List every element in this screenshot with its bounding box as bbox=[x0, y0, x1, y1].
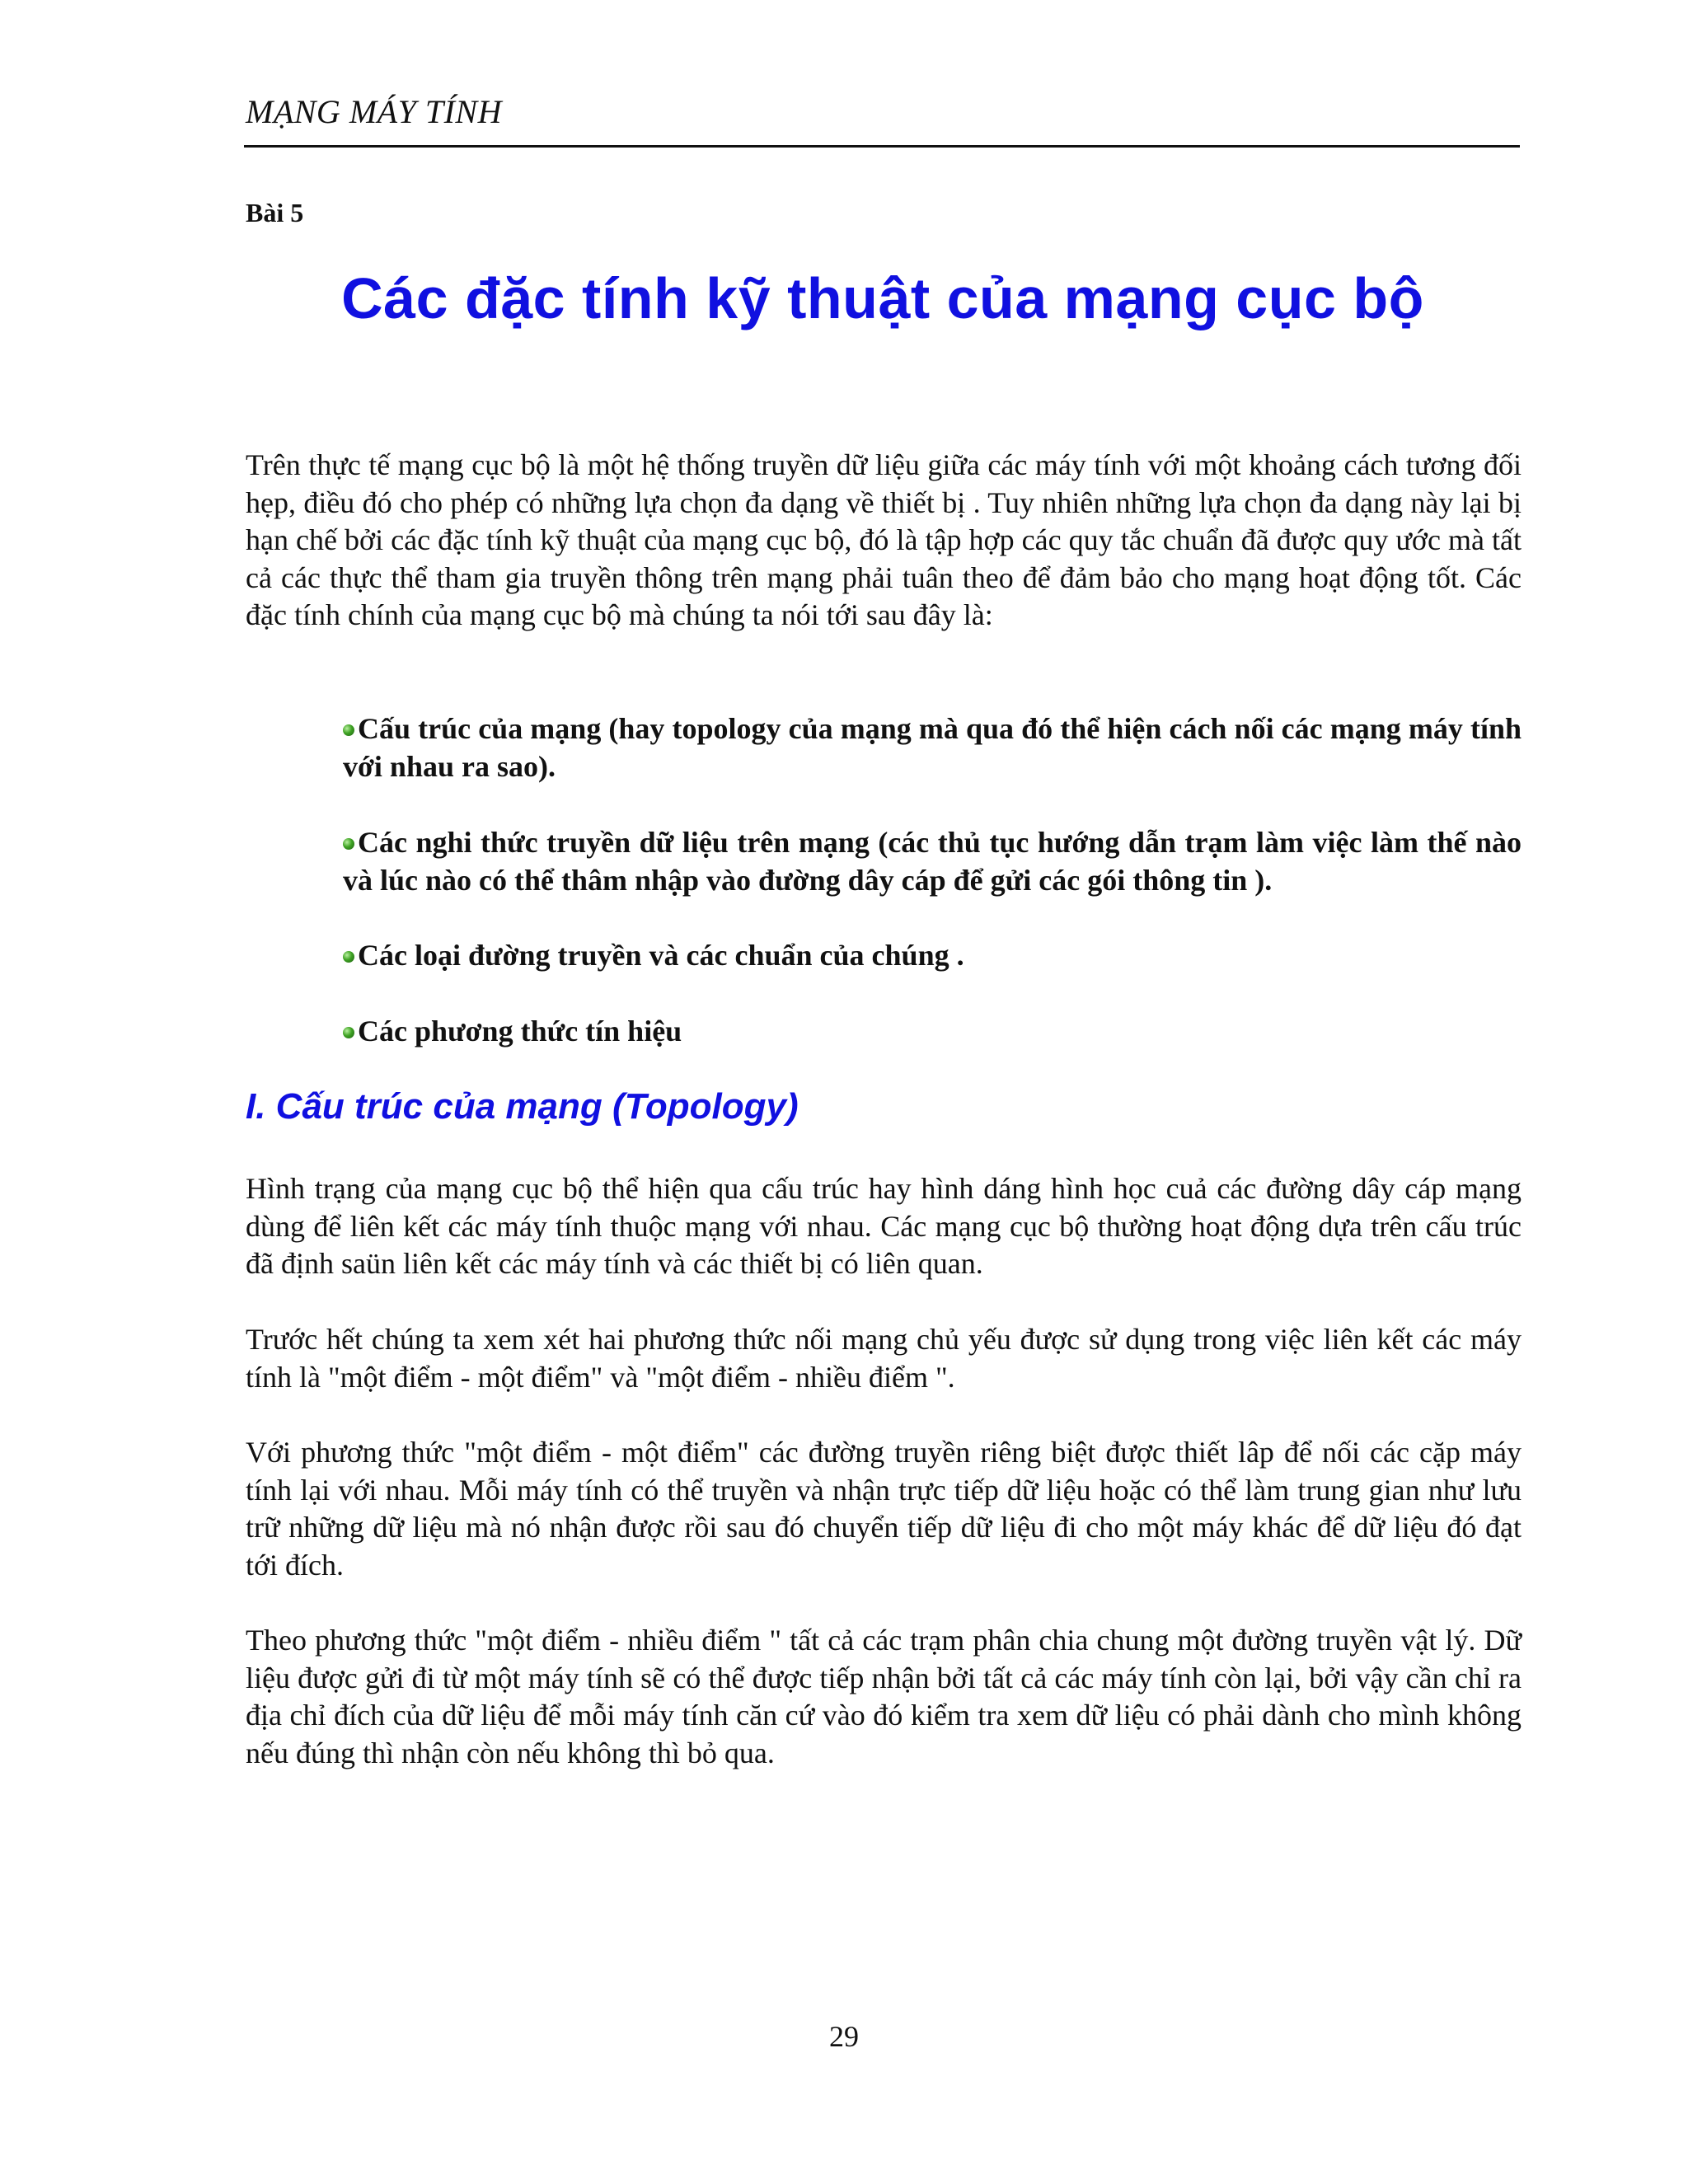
bullet-item bbox=[343, 824, 1522, 899]
body-paragraph: Theo phương thức "một điểm - nhiều điểm " tất cả các trạm phân chia chung một đường truyền vật lý. Dữ liệu được gửi đi từ một máy tính sẽ có thể được tiếp nhận bởi tất cả các máy tính còn lại, bởi vậy cần chỉ ra địa chỉ đích của dữ liệu để mỗi máy tính căn cứ vào đó kiểm tra xem dữ liệu có phải dành cho mình không nếu đúng thì nhận còn nếu không thì bỏ qua. bbox=[246, 1624, 1522, 1769]
page-number: 29 bbox=[829, 2020, 859, 2053]
header-rule bbox=[244, 145, 1520, 148]
green-bullet-icon bbox=[343, 838, 354, 850]
green-bullet-icon bbox=[343, 1027, 354, 1038]
bullet-item bbox=[343, 937, 1522, 975]
green-bullet-icon bbox=[343, 951, 354, 963]
chapter-title: Các đặc tính kỹ thuật của mạng cục bộ bbox=[341, 266, 1424, 330]
body-paragraph: Trước hết chúng ta xem xét hai phương thức nối mạng chủ yếu được sử dụng trong việc liên kết các máy tính là "một điểm - một điểm" và "một điểm - nhiều điểm ". bbox=[246, 1323, 1522, 1394]
lesson-label: Bài 5 bbox=[246, 198, 304, 227]
green-bullet-icon bbox=[343, 724, 354, 736]
body-paragraph: Hình trạng của mạng cục bộ thể hiện qua cấu trúc hay hình dáng hình học cuả các đường dây cáp mạng dùng để liên kết các máy tính thuộc mạng với nhau. Các mạng cục bộ thường hoạt động dựa trên cấu trúc đã định saün liên kết các máy tính và các thiết bị có liên quan. bbox=[246, 1172, 1522, 1280]
bullet-text: Các phương thức tín hiệu bbox=[358, 1015, 682, 1047]
body-paragraph: Với phương thức "một điểm - một điểm" các đường truyền riêng biệt được thiết lâp để nối các cặp máy tính lại với nhau. Mỗi máy tính có thể truyền và nhận trực tiếp dữ liệu hoặc có thể làm trung gian như lưu trữ những dữ liệu mà nó nhận được rồi sau đó chuyển tiếp dữ liệu đi cho một máy khác để dữ liệu đó đạt tới đích. bbox=[246, 1436, 1522, 1582]
bullet-text: Cấu trúc của mạng (hay topology của mạng mà qua đó thể hiện cách nối các mạng máy tính với nhau ra sao). bbox=[343, 712, 1522, 783]
bullet-text: Các nghi thức truyền dữ liệu trên mạng (các thủ tục hướng dẫn trạm làm việc làm thế nào và lúc nào có thể thâm nhập vào đường dây cáp để gửi các gói thông tin ). bbox=[343, 826, 1522, 897]
bullet-item bbox=[343, 710, 1522, 785]
bullet-text: Các loại đường truyền và các chuẩn của chúng . bbox=[358, 939, 964, 972]
running-header: MẠNG MÁY TÍNH bbox=[246, 93, 502, 130]
section-heading: I. Cấu trúc của mạng (Topology) bbox=[246, 1086, 799, 1127]
intro-paragraph: Trên thực tế mạng cục bộ là một hệ thống truyền dữ liệu giữa các máy tính với một khoảng cách tương đối hẹp, điều đó cho phép có những lựa chọn đa dạng về thiết bị . Tuy nhiên những lựa chọn đa dạng này lại bị hạn chế bởi các đặc tính kỹ thuật của mạng cục bộ, đó là tập hợp các quy tắc chuẩn đã được quy ước mà tất cả các thực thể tham gia truyền thông trên mạng phải tuân theo để đảm bảo cho mạng hoạt động tốt. Các đặc tính chính của mạng cục bộ mà chúng ta nói tới sau đây là: bbox=[246, 448, 1522, 631]
bullet-item bbox=[343, 1013, 1522, 1051]
